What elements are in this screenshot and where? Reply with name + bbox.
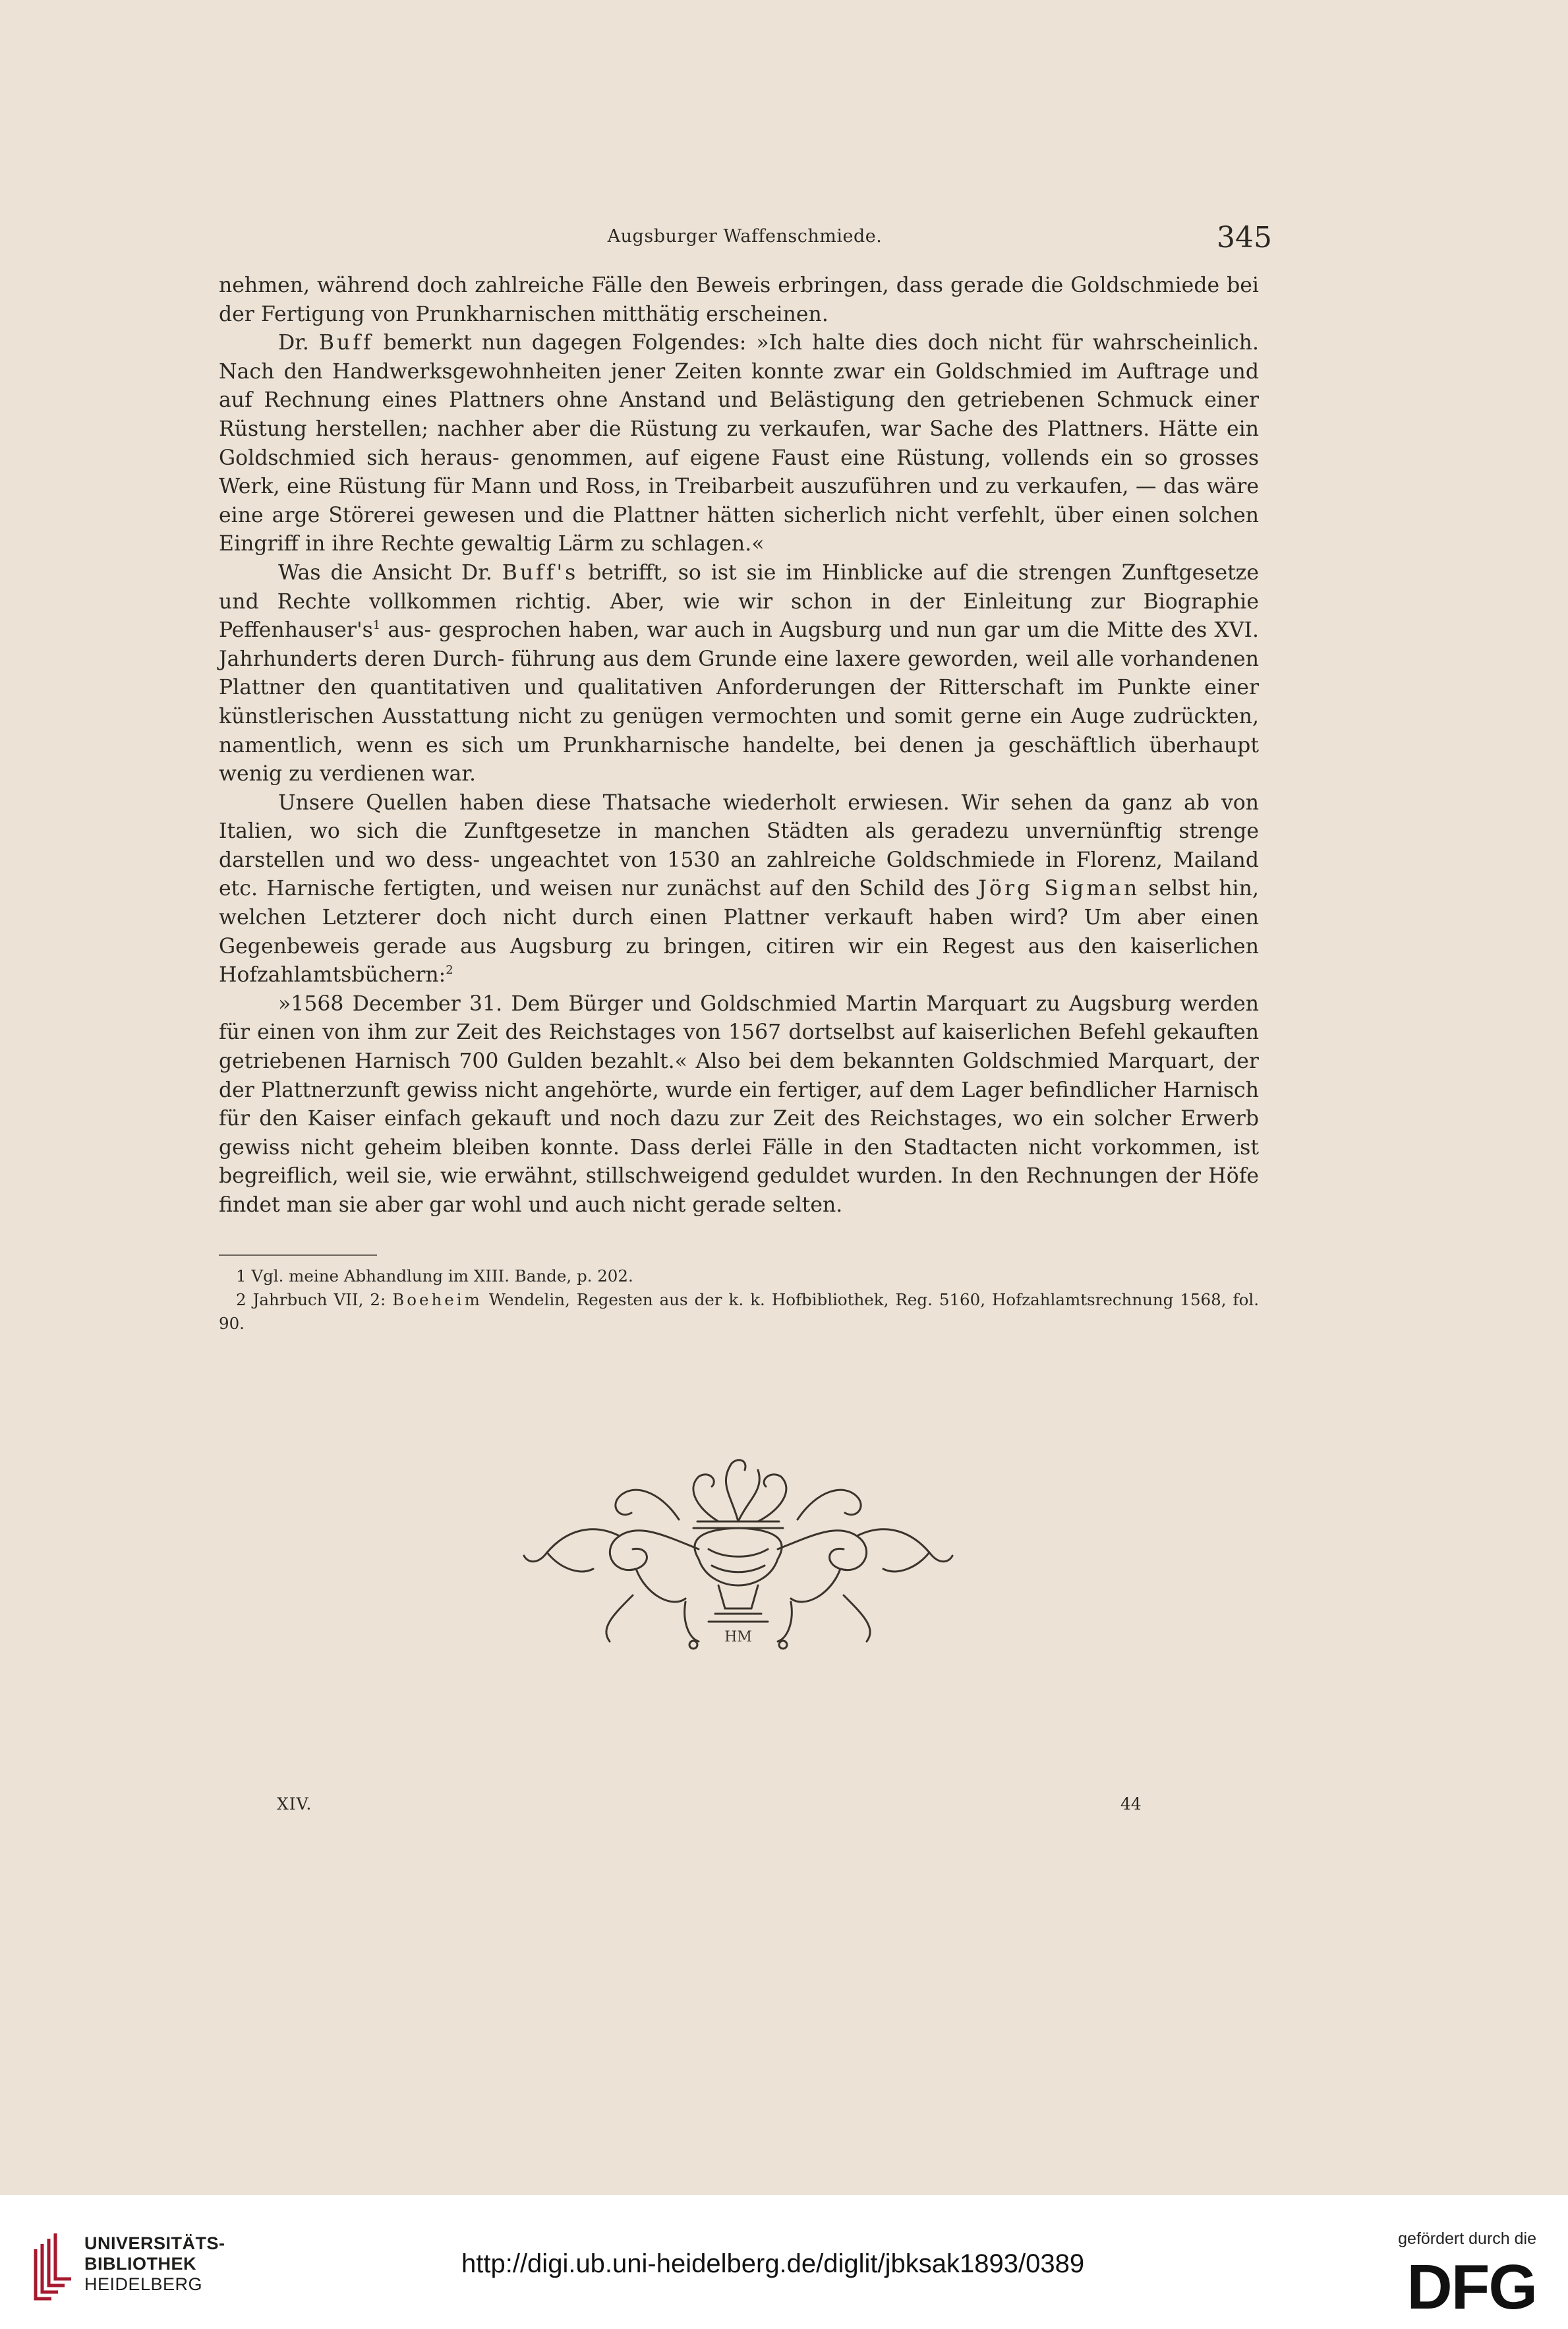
digitization-footer (0, 2195, 1568, 2329)
signature-mark-left: XIV. (277, 1794, 312, 1813)
page-number: 345 (1217, 221, 1272, 254)
running-title: Augsburger Waffenschmiede. (607, 226, 883, 247)
footnote-ref-1: 1 (372, 618, 381, 633)
spaced-name: Boeheim (392, 1290, 482, 1309)
spaced-name: Buff's (502, 560, 579, 585)
paragraph-5: »1568 December 31. Dem Bürger und Goldschmied Martin Marquart zu Augsburg werden für einen von ihm zur Zeit des Reichstages von 1567 dortselbst auf kaiserlichen Befehl gekauften getriebenen Harnisch 700 Gulden bezahlt.« Also bei dem bekannten Goldschmied Marquart, der der Plattnerzunft gewiss nicht angehörte, wurde ein fertiger, auf dem Lager befindlicher Harnisch für den Kaiser einfach gekauft und noch dazu zur Zeit des Reichstages, wo ein solcher Erwerb gewiss nicht geheim bleiben konnte. Dass derlei Fälle in den Stadtacten nicht vorkommen, ist begreiflich, weil sie, wie erwähnt, stillschweigend geduldet wurden. In den Rechnungen der Höfe findet man sie aber gar wohl und auch nicht gerade selten. (219, 991, 1259, 1217)
funder-text: gefördert durch die (1398, 2229, 1536, 2248)
footnote-1: 1 Vgl. meine Abhandlung im XIII. Bande, p. 202. (236, 1266, 633, 1285)
permalink-url[interactable]: http://digi.ub.uni-heidelberg.de/diglit/jbksak1893/0389 (461, 2249, 1085, 2278)
footnotes (219, 1264, 1259, 1336)
ornament-monogram: HM (724, 1629, 752, 1645)
running-head (218, 221, 1272, 260)
vase-ornament (521, 1444, 956, 1661)
signature-mark-right: 44 (1120, 1794, 1142, 1813)
paragraph-1: nehmen, während doch zahlreiche Fälle den Beweis erbringen, dass gerade die Goldschmiede bei der Fertigung von Prunkharnischen mitthätig erscheinen. (219, 274, 1259, 326)
spaced-name: Buff (318, 331, 374, 355)
library-logo-icon (32, 2229, 74, 2302)
paragraph-4: Unsere Quellen haben diese Thatsache wiederholt erwiesen. Wir sehen da ganz ab von Italien, wo sich die Zunftgesetze in manchen Städten als geradezu unvernünftig strenge darstellen und wo dess- ungeachtet von 1530 an zahlreiche Goldschmiede in Florenz, Mailand etc. Harnische fertigten, und weisen nur zunächst auf den Schild des Jörg Sigman selbst hin, welchen Letzterer doch nicht durch einen Plattner verkauft haben wird? Um aber einen Gegenbeweis gerade aus Augsburg zu bringen, citiren wir ein Regest aus den kaiserlichen Hofzahlamtsbüchern:$^2$ (219, 790, 1259, 988)
paragraph-3: Was die Ansicht Dr. Buff's betrifft, so ist sie im Hinblicke auf die strengen Zunftgesetze und Rechte vollkommen richtig. Aber, wie wir schon in der Einleitung zur Biographie $Peffenhauser's^1$ aus- gesprochen haben, war auch in Augsburg und nun gar um die Mitte des XVI. Jahrhunderts deren Durch- führung aus dem Grunde eine laxere geworden, weil alle vorhandenen Plattner den quantitativen und qualitativen Anforderungen der Ritterschaft im Punkte einer künstlerischen Ausstattung nicht zu genügen vermochten und somit gerne ein Auge zudrückten, namentlich, wenn es sich um Prunkharnische handelte, bei denen ja geschäftlich überhaupt wenig zu verdienen war. (219, 560, 1260, 786)
library-name: UNIVERSITÄTS- BIBLIOTHEK HEIDELBERG (84, 2233, 225, 2294)
footnote-divider (219, 1254, 377, 1256)
dfg-logo: DFG (1407, 2252, 1536, 2322)
footnote-ref-2: 2 (446, 963, 453, 978)
paragraph-2: Dr. Buff bemerkt nun dagegen Folgendes: »Ich halte dies doch nicht für wahrscheinlich. Nach den Handwerksgewohnheiten jener Zeiten konnte zwar ein Goldschmied im Auftrage und auf Rechnung eines Plattners ohne Anstand und Belästigung den getriebenen Schmuck einer Rüstung herstellen; nachher aber die Rüstung zu verkaufen, war Sache des Plattners. Hätte ein Goldschmied sich heraus- genommen, auf eigene Faust eine Rüstung, vollends ein so grosses Werk, eine Rüstung für Mann und Ross, in Treibarbeit auszuführen und zu verkaufen, — das wäre eine arge Störerei gewesen und die Plattner hätten sicherlich nicht verfehlt, über einen solchen Eingriff in ihre Rechte gewaltig Lärm zu schlagen.« (219, 331, 1259, 556)
footnote-2: 2 Jahrbuch VII, 2: Boeheim Wendelin, Regesten aus der k. k. Hofbibliothek, Reg. 5160, Hofzahlamtsrechnung 1568, fol. 90. (219, 1290, 1259, 1333)
spaced-name: Jörg Sigman (978, 877, 1140, 901)
body-text (219, 272, 1259, 1220)
